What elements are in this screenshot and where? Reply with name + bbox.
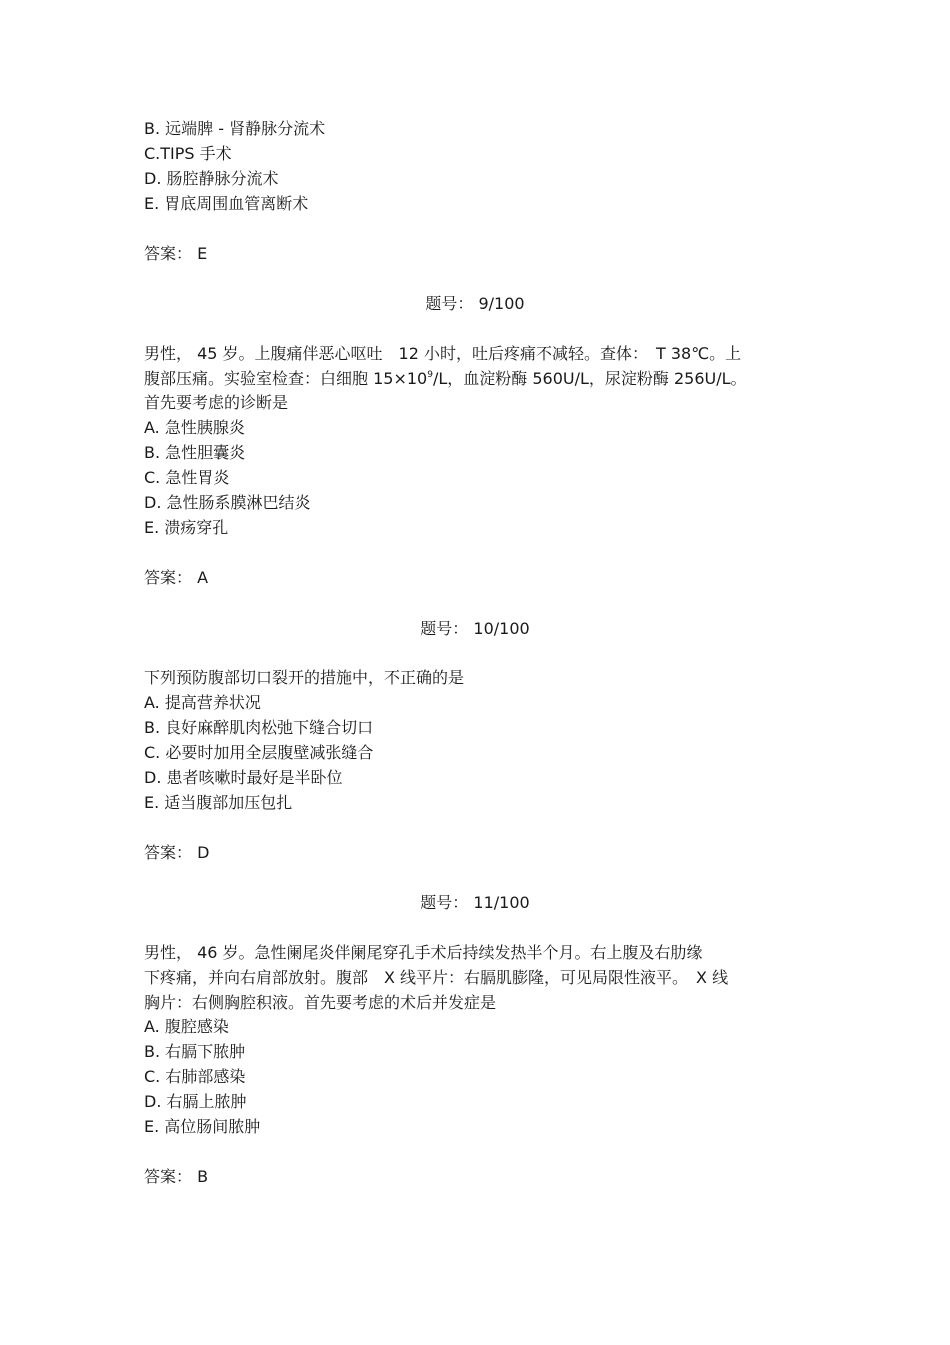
q9-stem-line-1: 男性， 45 岁。上腹痛伴恶心呕吐 12 小时，吐后疼痛不减轻。查体： T 38℃。上 [144, 344, 742, 363]
q8-answer: 答案： E [144, 244, 208, 263]
q9-option-c: C. 急性胃炎 [144, 468, 230, 487]
q10-answer: 答案： D [144, 843, 210, 862]
q11-number: 题号： 11/100 [420, 893, 530, 912]
q11-stem-line-1: 男性， 46 岁。急性阑尾炎伴阑尾穿孔手术后持续发热半个月。右上腹及右肋缘 [144, 943, 703, 962]
q9-stem-line-2-a: 腹部压痛。实验室检查：白细胞 15×10 [144, 369, 428, 388]
q10-option-a: A. 提高营养状况 [144, 693, 261, 712]
q9-option-e: E. 溃疡穿孔 [144, 518, 229, 537]
q11-option-b: B. 右膈下脓肿 [144, 1042, 246, 1061]
q11-stem-line-2: 下疼痛，并向右肩部放射。腹部 X 线平片：右膈肌膨隆，可见局限性液平。 X 线 [144, 968, 729, 987]
q11-option-c: C. 右肺部感染 [144, 1067, 246, 1086]
q9-stem-line-2-b: /L，血淀粉酶 560U/L，尿淀粉酶 256U/L。 [432, 369, 747, 388]
q9-answer: 答案： A [144, 568, 209, 587]
q8-option-c: C.TIPS 手术 [144, 144, 232, 163]
q10-stem-line-1: 下列预防腹部切口裂开的措施中，不正确的是 [144, 668, 465, 687]
q9-stem-line-3: 首先要考虑的诊断是 [144, 393, 289, 412]
q9-stem-line-2 [144, 368, 747, 390]
q11-option-d: D. 右膈上脓肿 [144, 1092, 247, 1111]
q11-option-a: A. 腹腔感染 [144, 1017, 229, 1036]
q10-number: 题号： 10/100 [420, 619, 530, 638]
q9-exponent: 9 [427, 370, 433, 380]
q11-answer: 答案： B [144, 1167, 209, 1186]
q10-option-b: B. 良好麻醉肌肉松弛下缝合切口 [144, 718, 374, 737]
q10-option-d: D. 患者咳嗽时最好是半卧位 [144, 768, 343, 787]
q9-option-a: A. 急性胰腺炎 [144, 418, 245, 437]
q9-option-b: B. 急性胆囊炎 [144, 443, 246, 462]
q10-option-e: E. 适当腹部加压包扎 [144, 793, 293, 812]
q8-option-e: E. 胃底周围血管离断术 [144, 194, 309, 213]
q8-option-d: D. 肠腔静脉分流术 [144, 169, 279, 188]
q11-stem-line-3: 胸片：右侧胸腔积液。首先要考虑的术后并发症是 [144, 993, 497, 1012]
q11-option-e: E. 高位肠间脓肿 [144, 1117, 261, 1136]
q10-option-c: C. 必要时加用全层腹壁减张缝合 [144, 743, 374, 762]
q9-option-d: D. 急性肠系膜淋巴结炎 [144, 493, 311, 512]
q9-number: 题号： 9/100 [425, 294, 525, 313]
q8-option-b: B. 远端脾 - 肾静脉分流术 [144, 119, 326, 138]
